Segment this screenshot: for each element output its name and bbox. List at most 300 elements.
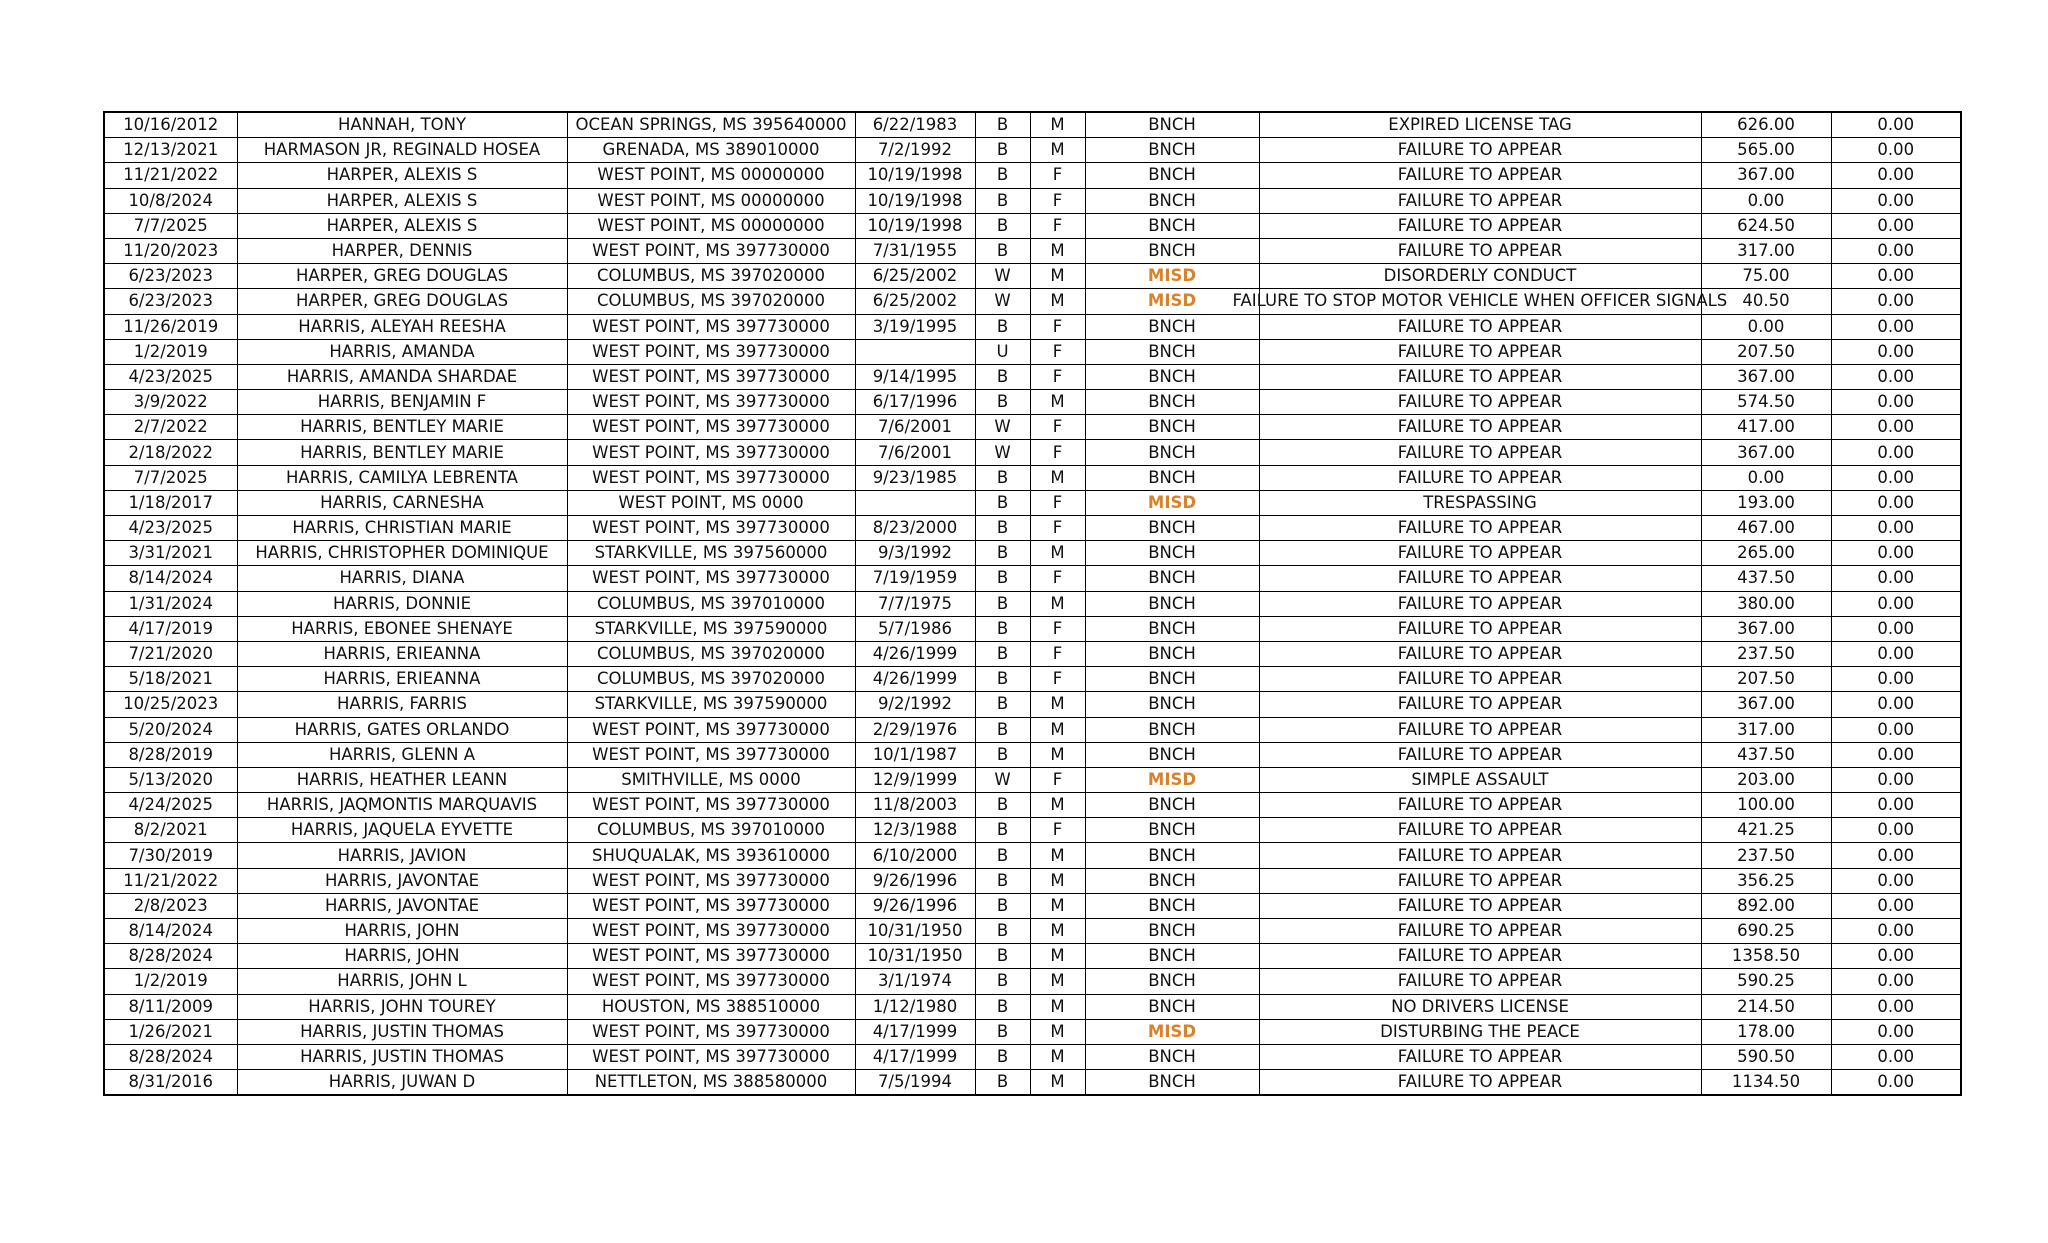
date-cell: 8/31/2016 (104, 1070, 237, 1096)
race-cell: B (975, 541, 1030, 566)
balance-cell: 0.00 (1831, 793, 1961, 818)
address-cell: WEST POINT, MS 397730000 (567, 868, 855, 893)
date-cell: 2/8/2023 (104, 893, 237, 918)
type-cell: BNCH (1085, 969, 1259, 994)
amount-cell: 380.00 (1701, 591, 1831, 616)
address-cell: WEST POINT, MS 397730000 (567, 516, 855, 541)
table-row (104, 264, 1961, 289)
date-cell: 3/9/2022 (104, 390, 237, 415)
name-cell: HARRIS, DONNIE (237, 591, 567, 616)
date-cell: 3/31/2021 (104, 541, 237, 566)
address-cell: WEST POINT, MS 397730000 (567, 969, 855, 994)
charge-cell: DISTURBING THE PEACE (1259, 1019, 1701, 1044)
sex-cell: M (1030, 919, 1085, 944)
table-row (104, 138, 1961, 163)
race-cell: B (975, 1070, 1030, 1096)
balance-cell: 0.00 (1831, 868, 1961, 893)
name-cell: HARRIS, JAQUELA EYVETTE (237, 818, 567, 843)
name-cell: HARRIS, ALEYAH REESHA (237, 314, 567, 339)
amount-cell: 0.00 (1701, 314, 1831, 339)
address-cell: COLUMBUS, MS 397010000 (567, 591, 855, 616)
sex-cell: M (1030, 238, 1085, 263)
name-cell: HARPER, ALEXIS S (237, 213, 567, 238)
amount-cell: 265.00 (1701, 541, 1831, 566)
type-cell: MISD (1085, 264, 1259, 289)
balance-cell: 0.00 (1831, 1044, 1961, 1069)
amount-cell: 0.00 (1701, 188, 1831, 213)
type-cell: MISD (1085, 289, 1259, 314)
race-cell: B (975, 213, 1030, 238)
address-cell: SMITHVILLE, MS 0000 (567, 767, 855, 792)
name-cell: HARRIS, HEATHER LEANN (237, 767, 567, 792)
table-row (104, 440, 1961, 465)
amount-cell: 590.50 (1701, 1044, 1831, 1069)
balance-cell: 0.00 (1831, 238, 1961, 263)
charge-cell: FAILURE TO APPEAR (1259, 314, 1701, 339)
date-cell: 8/28/2019 (104, 742, 237, 767)
table-row (104, 742, 1961, 767)
balance-cell: 0.00 (1831, 390, 1961, 415)
race-cell: B (975, 516, 1030, 541)
race-cell: B (975, 994, 1030, 1019)
table-row (104, 969, 1961, 994)
date-cell: 6/23/2023 (104, 264, 237, 289)
charge-cell: FAILURE TO APPEAR (1259, 138, 1701, 163)
type-cell: BNCH (1085, 843, 1259, 868)
sex-cell: F (1030, 163, 1085, 188)
dob-cell: 9/3/1992 (855, 541, 975, 566)
amount-cell: 1134.50 (1701, 1070, 1831, 1096)
name-cell: HARRIS, JOHN (237, 944, 567, 969)
dob-cell: 7/2/1992 (855, 138, 975, 163)
sex-cell: F (1030, 818, 1085, 843)
balance-cell: 0.00 (1831, 717, 1961, 742)
race-cell: B (975, 490, 1030, 515)
sex-cell: M (1030, 465, 1085, 490)
address-cell: WEST POINT, MS 397730000 (567, 742, 855, 767)
dob-cell: 3/19/1995 (855, 314, 975, 339)
dob-cell: 12/3/1988 (855, 818, 975, 843)
amount-cell: 178.00 (1701, 1019, 1831, 1044)
address-cell: GRENADA, MS 389010000 (567, 138, 855, 163)
address-cell: WEST POINT, MS 397730000 (567, 566, 855, 591)
table-row (104, 591, 1961, 616)
charge-cell: FAILURE TO APPEAR (1259, 440, 1701, 465)
date-cell: 6/23/2023 (104, 289, 237, 314)
table-row (104, 919, 1961, 944)
amount-cell: 367.00 (1701, 692, 1831, 717)
dob-cell: 10/31/1950 (855, 944, 975, 969)
address-cell: WEST POINT, MS 397730000 (567, 390, 855, 415)
amount-cell: 237.50 (1701, 641, 1831, 666)
balance-cell: 0.00 (1831, 591, 1961, 616)
dob-cell: 9/26/1996 (855, 893, 975, 918)
type-cell: BNCH (1085, 818, 1259, 843)
dob-cell: 10/31/1950 (855, 919, 975, 944)
dob-cell: 6/10/2000 (855, 843, 975, 868)
name-cell: HARRIS, JOHN TOUREY (237, 994, 567, 1019)
balance-cell: 0.00 (1831, 742, 1961, 767)
charge-cell: FAILURE TO APPEAR (1259, 742, 1701, 767)
name-cell: HARRIS, FARRIS (237, 692, 567, 717)
address-cell: COLUMBUS, MS 397020000 (567, 667, 855, 692)
table-row (104, 364, 1961, 389)
charge-cell: FAILURE TO APPEAR (1259, 793, 1701, 818)
dob-cell: 12/9/1999 (855, 767, 975, 792)
address-cell: WEST POINT, MS 397730000 (567, 944, 855, 969)
sex-cell: M (1030, 591, 1085, 616)
balance-cell: 0.00 (1831, 641, 1961, 666)
dob-cell: 4/17/1999 (855, 1044, 975, 1069)
table-row (104, 944, 1961, 969)
sex-cell: F (1030, 314, 1085, 339)
address-cell: WEST POINT, MS 00000000 (567, 188, 855, 213)
dob-cell: 6/25/2002 (855, 264, 975, 289)
address-cell: WEST POINT, MS 397730000 (567, 793, 855, 818)
date-cell: 11/21/2022 (104, 868, 237, 893)
type-cell: BNCH (1085, 994, 1259, 1019)
balance-cell: 0.00 (1831, 566, 1961, 591)
address-cell: WEST POINT, MS 397730000 (567, 717, 855, 742)
date-cell: 8/2/2021 (104, 818, 237, 843)
address-cell: WEST POINT, MS 00000000 (567, 163, 855, 188)
sex-cell: M (1030, 1070, 1085, 1096)
charge-cell: FAILURE TO APPEAR (1259, 969, 1701, 994)
table-row (104, 490, 1961, 515)
balance-cell: 0.00 (1831, 994, 1961, 1019)
balance-cell: 0.00 (1831, 541, 1961, 566)
sex-cell: F (1030, 188, 1085, 213)
balance-cell: 0.00 (1831, 415, 1961, 440)
date-cell: 7/7/2025 (104, 213, 237, 238)
table-row (104, 516, 1961, 541)
balance-cell: 0.00 (1831, 490, 1961, 515)
sex-cell: M (1030, 1044, 1085, 1069)
balance-cell: 0.00 (1831, 112, 1961, 138)
sex-cell: F (1030, 667, 1085, 692)
amount-cell: 367.00 (1701, 163, 1831, 188)
sex-cell: M (1030, 742, 1085, 767)
race-cell: B (975, 868, 1030, 893)
table-row (104, 616, 1961, 641)
type-cell: BNCH (1085, 163, 1259, 188)
table-row (104, 893, 1961, 918)
date-cell: 8/14/2024 (104, 919, 237, 944)
type-cell: BNCH (1085, 339, 1259, 364)
dob-cell: 10/1/1987 (855, 742, 975, 767)
charge-cell: FAILURE TO APPEAR (1259, 591, 1701, 616)
amount-cell: 367.00 (1701, 616, 1831, 641)
type-cell: BNCH (1085, 390, 1259, 415)
sex-cell: M (1030, 793, 1085, 818)
race-cell: B (975, 793, 1030, 818)
date-cell: 8/28/2024 (104, 1044, 237, 1069)
sex-cell: M (1030, 893, 1085, 918)
amount-cell: 75.00 (1701, 264, 1831, 289)
balance-cell: 0.00 (1831, 314, 1961, 339)
charge-cell (1232, 289, 1728, 314)
type-cell: BNCH (1085, 213, 1259, 238)
sex-cell: M (1030, 541, 1085, 566)
type-cell: BNCH (1085, 944, 1259, 969)
name-cell: HARRIS, JUSTIN THOMAS (237, 1019, 567, 1044)
name-cell: HARRIS, GLENN A (237, 742, 567, 767)
balance-cell: 0.00 (1831, 440, 1961, 465)
race-cell: B (975, 616, 1030, 641)
charge-cell: FAILURE TO APPEAR (1259, 843, 1701, 868)
name-cell: HARRIS, BENTLEY MARIE (237, 415, 567, 440)
table-row (104, 767, 1961, 792)
sex-cell: F (1030, 440, 1085, 465)
race-cell: B (975, 314, 1030, 339)
charge-cell: FAILURE TO APPEAR (1259, 868, 1701, 893)
race-cell: B (975, 163, 1030, 188)
dob-cell: 7/31/1955 (855, 238, 975, 263)
amount-cell: 0.00 (1701, 465, 1831, 490)
type-cell: MISD (1085, 490, 1259, 515)
balance-cell: 0.00 (1831, 1070, 1961, 1096)
balance-cell: 0.00 (1831, 516, 1961, 541)
amount-cell: 417.00 (1701, 415, 1831, 440)
race-cell: B (975, 944, 1030, 969)
race-cell: B (975, 641, 1030, 666)
table-row (104, 566, 1961, 591)
address-cell: COLUMBUS, MS 397010000 (567, 818, 855, 843)
balance-cell: 0.00 (1831, 264, 1961, 289)
name-cell: HARRIS, AMANDA SHARDAE (237, 364, 567, 389)
address-cell: WEST POINT, MS 00000000 (567, 213, 855, 238)
race-cell: B (975, 238, 1030, 263)
name-cell: HARRIS, AMANDA (237, 339, 567, 364)
type-cell: BNCH (1085, 364, 1259, 389)
charge-cell: FAILURE TO APPEAR (1259, 1044, 1701, 1069)
type-cell: BNCH (1085, 919, 1259, 944)
amount-cell: 237.50 (1701, 843, 1831, 868)
table-row (104, 1070, 1961, 1096)
type-cell: BNCH (1085, 868, 1259, 893)
name-cell: HARMASON JR, REGINALD HOSEA (237, 138, 567, 163)
date-cell: 5/13/2020 (104, 767, 237, 792)
date-cell: 10/8/2024 (104, 188, 237, 213)
records-table (103, 111, 1962, 1096)
name-cell: HARRIS, JAVION (237, 843, 567, 868)
amount-cell: 892.00 (1701, 893, 1831, 918)
name-cell: HARRIS, ERIEANNA (237, 641, 567, 666)
sex-cell: M (1030, 1019, 1085, 1044)
address-cell: STARKVILLE, MS 397590000 (567, 692, 855, 717)
type-cell: BNCH (1085, 314, 1259, 339)
dob-cell: 7/7/1975 (855, 591, 975, 616)
address-cell: WEST POINT, MS 397730000 (567, 1044, 855, 1069)
date-cell: 8/28/2024 (104, 944, 237, 969)
table-row (104, 717, 1961, 742)
race-cell: B (975, 843, 1030, 868)
type-cell: BNCH (1085, 742, 1259, 767)
balance-cell: 0.00 (1831, 767, 1961, 792)
charge-cell: FAILURE TO APPEAR (1259, 390, 1701, 415)
charge-cell: FAILURE TO APPEAR (1259, 667, 1701, 692)
date-cell: 4/23/2025 (104, 516, 237, 541)
charge-cell: FAILURE TO APPEAR (1259, 541, 1701, 566)
address-cell: HOUSTON, MS 388510000 (567, 994, 855, 1019)
dob-cell: 7/19/1959 (855, 566, 975, 591)
table-row (104, 793, 1961, 818)
table-row (104, 868, 1961, 893)
balance-cell: 0.00 (1831, 944, 1961, 969)
table-row (104, 289, 1961, 314)
address-cell: WEST POINT, MS 397730000 (567, 364, 855, 389)
type-cell: BNCH (1085, 591, 1259, 616)
balance-cell: 0.00 (1831, 893, 1961, 918)
address-cell: COLUMBUS, MS 397020000 (567, 264, 855, 289)
amount-cell: 207.50 (1701, 339, 1831, 364)
address-cell: STARKVILLE, MS 397560000 (567, 541, 855, 566)
date-cell: 8/11/2009 (104, 994, 237, 1019)
balance-cell: 0.00 (1831, 969, 1961, 994)
amount-cell: 624.50 (1701, 213, 1831, 238)
dob-cell: 10/19/1998 (855, 213, 975, 238)
dob-cell: 9/26/1996 (855, 868, 975, 893)
charge-cell: FAILURE TO APPEAR (1259, 616, 1701, 641)
type-cell: BNCH (1085, 616, 1259, 641)
race-cell: B (975, 566, 1030, 591)
charge-cell: NO DRIVERS LICENSE (1259, 994, 1701, 1019)
sex-cell: F (1030, 364, 1085, 389)
table-row (104, 818, 1961, 843)
dob-cell: 9/2/1992 (855, 692, 975, 717)
sex-cell: F (1030, 616, 1085, 641)
amount-cell: 367.00 (1701, 364, 1831, 389)
race-cell: B (975, 138, 1030, 163)
dob-cell: 10/19/1998 (855, 188, 975, 213)
sex-cell: M (1030, 944, 1085, 969)
race-cell: W (975, 264, 1030, 289)
dob-cell: 7/5/1994 (855, 1070, 975, 1096)
date-cell: 11/26/2019 (104, 314, 237, 339)
address-cell: SHUQUALAK, MS 393610000 (567, 843, 855, 868)
amount-cell: 1358.50 (1701, 944, 1831, 969)
sex-cell: F (1030, 767, 1085, 792)
address-cell: COLUMBUS, MS 397020000 (567, 289, 855, 314)
balance-cell: 0.00 (1831, 364, 1961, 389)
name-cell: HARRIS, JUSTIN THOMAS (237, 1044, 567, 1069)
type-cell: BNCH (1085, 112, 1259, 138)
type-cell: BNCH (1085, 516, 1259, 541)
race-cell: B (975, 591, 1030, 616)
name-cell: HARRIS, JAQMONTIS MARQUAVIS (237, 793, 567, 818)
date-cell: 12/13/2021 (104, 138, 237, 163)
name-cell: HARRIS, BENTLEY MARIE (237, 440, 567, 465)
sex-cell: M (1030, 390, 1085, 415)
date-cell: 4/24/2025 (104, 793, 237, 818)
dob-cell: 7/6/2001 (855, 415, 975, 440)
address-cell: WEST POINT, MS 397730000 (567, 339, 855, 364)
sex-cell: F (1030, 213, 1085, 238)
amount-cell: 467.00 (1701, 516, 1831, 541)
amount-cell: 626.00 (1701, 112, 1831, 138)
address-cell: WEST POINT, MS 397730000 (567, 1019, 855, 1044)
race-cell: B (975, 919, 1030, 944)
table-row (104, 314, 1961, 339)
table-row (104, 163, 1961, 188)
amount-cell: 437.50 (1701, 742, 1831, 767)
sex-cell: M (1030, 994, 1085, 1019)
name-cell: HARRIS, BENJAMIN F (237, 390, 567, 415)
race-cell: B (975, 717, 1030, 742)
dob-cell: 1/12/1980 (855, 994, 975, 1019)
address-cell: WEST POINT, MS 397730000 (567, 465, 855, 490)
date-cell: 10/25/2023 (104, 692, 237, 717)
sex-cell: M (1030, 138, 1085, 163)
dob-cell: 5/7/1986 (855, 616, 975, 641)
sex-cell: F (1030, 516, 1085, 541)
race-cell: B (975, 188, 1030, 213)
amount-cell: 356.25 (1701, 868, 1831, 893)
charge-cell: FAILURE TO APPEAR (1259, 893, 1701, 918)
amount-cell: 590.25 (1701, 969, 1831, 994)
type-cell: MISD (1085, 767, 1259, 792)
table-row (104, 641, 1961, 666)
name-cell: HARRIS, CAMILYA LEBRENTA (237, 465, 567, 490)
table-row (104, 1044, 1961, 1069)
charge-cell: FAILURE TO APPEAR (1259, 944, 1701, 969)
sex-cell: M (1030, 717, 1085, 742)
records-table-body (104, 112, 1961, 1095)
address-cell: WEST POINT, MS 397730000 (567, 238, 855, 263)
sex-cell: M (1030, 264, 1085, 289)
balance-cell: 0.00 (1831, 1019, 1961, 1044)
dob-cell: 6/22/1983 (855, 112, 975, 138)
date-cell: 7/7/2025 (104, 465, 237, 490)
type-cell: BNCH (1085, 138, 1259, 163)
balance-cell: 0.00 (1831, 138, 1961, 163)
type-cell: BNCH (1085, 440, 1259, 465)
charge-cell: FAILURE TO APPEAR (1259, 188, 1701, 213)
name-cell: HARPER, GREG DOUGLAS (237, 289, 567, 314)
address-cell: WEST POINT, MS 397730000 (567, 415, 855, 440)
charge-cell: FAILURE TO APPEAR (1259, 213, 1701, 238)
sex-cell: F (1030, 566, 1085, 591)
dob-cell: 10/19/1998 (855, 163, 975, 188)
dob-cell: 6/25/2002 (855, 289, 975, 314)
charge-cell: FAILURE TO APPEAR (1259, 818, 1701, 843)
race-cell: B (975, 364, 1030, 389)
name-cell: HARRIS, CARNESHA (237, 490, 567, 515)
type-cell: BNCH (1085, 893, 1259, 918)
type-cell: BNCH (1085, 566, 1259, 591)
name-cell: HARPER, DENNIS (237, 238, 567, 263)
date-cell: 1/26/2021 (104, 1019, 237, 1044)
date-cell: 1/31/2024 (104, 591, 237, 616)
amount-cell: 317.00 (1701, 717, 1831, 742)
type-cell: BNCH (1085, 188, 1259, 213)
name-cell: HARRIS, JAVONTAE (237, 893, 567, 918)
name-cell: HARRIS, DIANA (237, 566, 567, 591)
charge-cell: FAILURE TO APPEAR (1259, 717, 1701, 742)
name-cell: HARRIS, CHRISTOPHER DOMINIQUE (237, 541, 567, 566)
race-cell: B (975, 1019, 1030, 1044)
name-cell: HARPER, GREG DOUGLAS (237, 264, 567, 289)
name-cell: HARPER, ALEXIS S (237, 163, 567, 188)
type-cell: MISD (1085, 1019, 1259, 1044)
amount-cell: 437.50 (1701, 566, 1831, 591)
race-cell: W (975, 767, 1030, 792)
amount-cell: 100.00 (1701, 793, 1831, 818)
amount-cell: 203.00 (1701, 767, 1831, 792)
charge-cell: EXPIRED LICENSE TAG (1259, 112, 1701, 138)
balance-cell: 0.00 (1831, 919, 1961, 944)
amount-cell: 421.25 (1701, 818, 1831, 843)
